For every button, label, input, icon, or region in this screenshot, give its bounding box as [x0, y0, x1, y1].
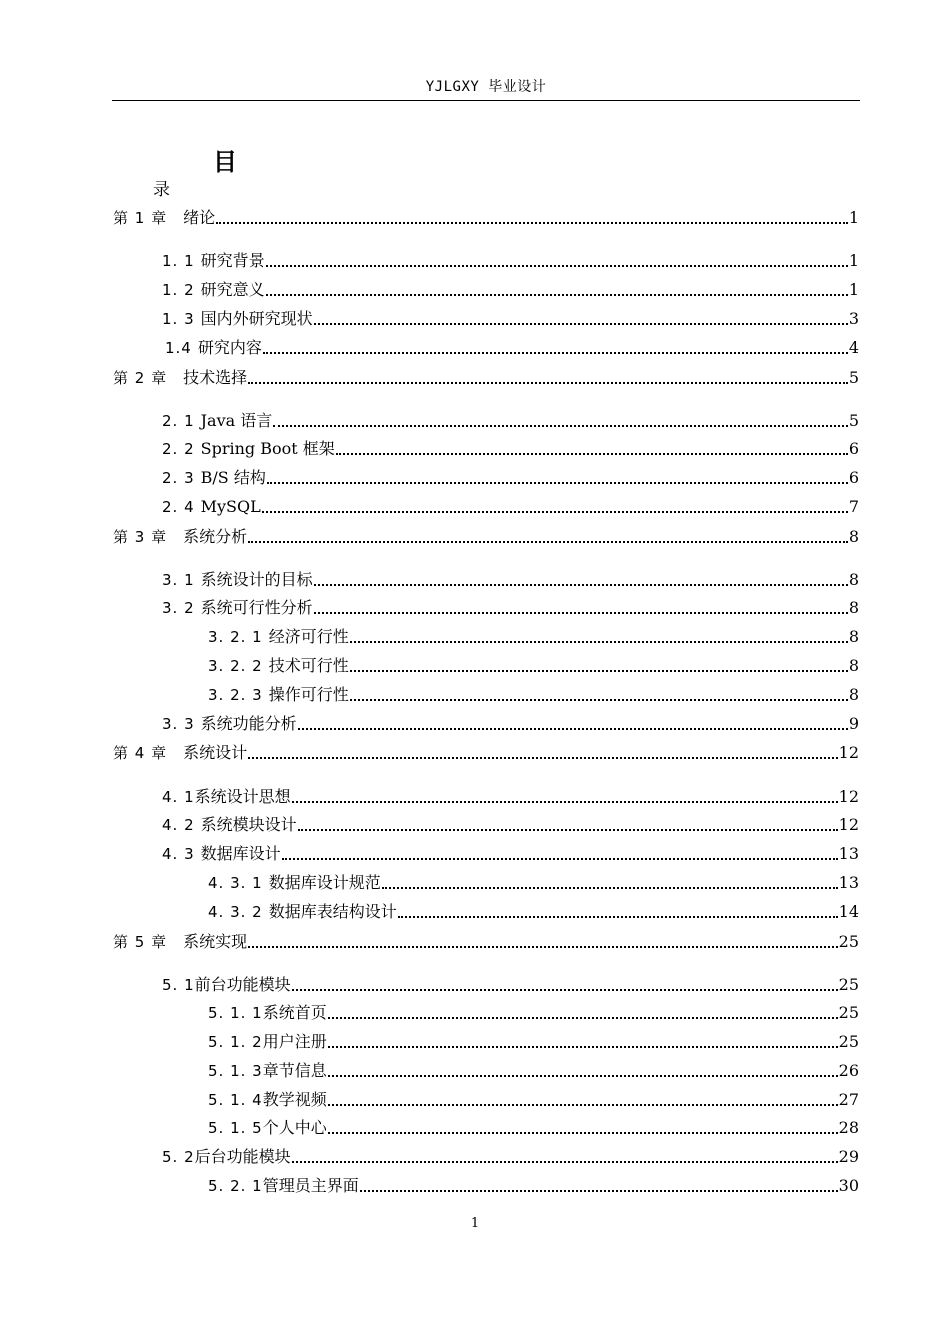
- toc-entry: [162, 971, 859, 995]
- toc-dot-leader: [273, 425, 848, 427]
- toc-entry-page: 8: [848, 570, 859, 589]
- toc-entry-number: 1. 3: [162, 310, 195, 328]
- toc-dot-leader: [350, 699, 848, 701]
- toc-title-char-1: 目: [213, 148, 237, 176]
- toc-entry-page: 25: [838, 1032, 859, 1051]
- toc-entry-number: 5. 1. 4: [208, 1091, 263, 1109]
- toc-entry: [162, 464, 859, 488]
- toc-entry-page: 25: [838, 1003, 859, 1022]
- toc-entry-label: 章节信息: [262, 1061, 327, 1080]
- toc-entry-label: Java 语言: [200, 411, 273, 430]
- toc-entry-number: 2. 1: [162, 412, 195, 430]
- toc-entry: [162, 710, 859, 734]
- toc-entry-page: 8: [848, 598, 859, 617]
- toc-entry-page: 6: [848, 439, 859, 458]
- toc-entry-label: Spring Boot 框架: [200, 439, 335, 458]
- toc-entry-label: B/S 结构: [200, 468, 266, 487]
- toc-dot-leader: [314, 323, 848, 325]
- toc-entry-label: 研究意义: [200, 280, 265, 299]
- toc-entry-page: 26: [838, 1061, 859, 1080]
- toc-entry: [162, 247, 859, 271]
- toc-entry-page: 14: [838, 902, 859, 921]
- toc-entry: [162, 493, 859, 517]
- toc-entry: [208, 681, 859, 705]
- toc-dot-leader: [248, 541, 848, 543]
- toc-entry-label: 教学视频: [262, 1090, 327, 1109]
- toc-entry-label: 研究内容: [197, 338, 262, 357]
- toc-entry-number: 4. 3. 1: [208, 874, 263, 892]
- toc-dot-leader: [328, 1046, 838, 1048]
- toc-dot-leader: [328, 1075, 838, 1077]
- toc-entry-label: 绪论: [183, 208, 216, 227]
- toc-entry-label: 国内外研究现状: [200, 309, 313, 328]
- toc-dot-leader: [248, 946, 838, 948]
- toc-entry-page: 1: [848, 280, 859, 299]
- toc-entry-number: 4. 3. 2: [208, 903, 263, 921]
- toc-entry-label: 技术可行性: [268, 656, 349, 675]
- toc-dot-leader: [266, 265, 848, 267]
- toc-entry: [165, 334, 859, 358]
- toc-entry-number: 5. 2. 1: [208, 1177, 263, 1195]
- toc-entry-number: 5. 1. 1: [208, 1004, 263, 1022]
- toc-entry: [162, 594, 859, 618]
- toc-entry: [162, 840, 859, 864]
- toc-entry-label: 数据库表结构设计: [268, 902, 397, 921]
- toc-entry-page: 12: [838, 815, 859, 834]
- toc-entry-page: 30: [838, 1176, 859, 1195]
- toc-entry-number: 1. 2: [162, 281, 195, 299]
- toc-entry-number: 5. 1. 2: [208, 1033, 263, 1051]
- toc-entry-number: 第 3 章: [113, 528, 168, 546]
- toc-entry-label: 经济可行性: [268, 627, 349, 646]
- page-header: YJLGXY 毕业设计: [425, 79, 547, 95]
- toc-entry-page: 25: [838, 932, 859, 951]
- toc-entry-number: 2. 4: [162, 498, 195, 516]
- toc-entry-label: 管理员主界面: [262, 1176, 359, 1195]
- toc-entry-number: 3. 2. 1: [208, 628, 263, 646]
- toc-entry-number: 3. 3: [162, 715, 195, 733]
- toc-entry-number: 1. 1: [162, 252, 195, 270]
- toc-entry: [162, 566, 859, 590]
- toc-dot-leader: [398, 916, 838, 918]
- toc-dot-leader: [262, 511, 848, 513]
- toc-entry: [208, 623, 859, 647]
- toc-entry-number: 2. 2: [162, 440, 195, 458]
- toc-dot-leader: [216, 222, 848, 224]
- toc-entry: [208, 869, 859, 893]
- toc-entry: [162, 1143, 859, 1167]
- toc-entry-label: 前台功能模块: [194, 975, 291, 994]
- toc-entry-page: 1: [848, 208, 859, 227]
- toc-entry-label: 用户注册: [262, 1032, 327, 1051]
- toc-dot-leader: [350, 641, 848, 643]
- page-number: 1: [470, 1216, 480, 1231]
- toc-entry: [113, 739, 859, 763]
- toc-dot-leader: [292, 801, 838, 803]
- toc-entry-label: 个人中心: [262, 1118, 327, 1137]
- toc-dot-leader: [248, 757, 838, 759]
- toc-entry: [208, 652, 859, 676]
- toc-entry-label: 系统实现: [183, 932, 248, 951]
- toc-entry-number: 3. 2: [162, 599, 195, 617]
- toc-entry-page: 27: [838, 1090, 859, 1109]
- toc-entry: [208, 1114, 859, 1138]
- toc-dot-leader: [266, 294, 848, 296]
- toc-entry-page: 29: [838, 1147, 859, 1166]
- toc-entry-label: 系统设计的目标: [200, 570, 313, 589]
- toc-entry-number: 第 1 章: [113, 209, 168, 227]
- toc-entry-label: 数据库设计: [200, 844, 281, 863]
- toc-entry-label: 操作可行性: [268, 685, 349, 704]
- toc-entry-number: 5. 2: [162, 1148, 195, 1166]
- toc-entry: [208, 1172, 859, 1196]
- toc-entry-page: 8: [848, 627, 859, 646]
- toc-entry-page: 8: [848, 527, 859, 546]
- toc-entry-label: 系统设计思想: [194, 787, 291, 806]
- toc-entry-page: 8: [848, 685, 859, 704]
- toc-entry: [208, 1086, 859, 1110]
- toc-dot-leader: [328, 1104, 838, 1106]
- toc-entry: [113, 204, 859, 228]
- toc-entry: [162, 811, 859, 835]
- toc-dot-leader: [292, 989, 838, 991]
- toc-entry-page: 7: [848, 497, 859, 516]
- toc-entry-label: 系统首页: [262, 1003, 327, 1022]
- toc-dot-leader: [248, 382, 848, 384]
- toc-entry-number: 4. 1: [162, 788, 195, 806]
- toc-entry: [208, 1057, 859, 1081]
- toc-entry-number: 3. 2. 2: [208, 657, 263, 675]
- toc-entry: [162, 435, 859, 459]
- toc-entry-number: 2. 3: [162, 469, 195, 487]
- toc-entry-page: 25: [838, 975, 859, 994]
- toc-entry-label: 系统模块设计: [200, 815, 297, 834]
- toc-entry-page: 12: [838, 787, 859, 806]
- toc-entry-page: 4: [848, 338, 859, 357]
- toc-entry-number: 5. 1. 5: [208, 1119, 263, 1137]
- toc-entry-page: 1: [848, 251, 859, 270]
- toc-entry-label: 系统分析: [183, 527, 248, 546]
- toc-entry-label: 系统可行性分析: [200, 598, 313, 617]
- toc-dot-leader: [267, 482, 848, 484]
- toc-entry-number: 3. 2. 3: [208, 686, 263, 704]
- toc-entry-number: 4. 2: [162, 816, 195, 834]
- toc-entry-page: 28: [838, 1118, 859, 1137]
- toc-entry-page: 9: [848, 714, 859, 733]
- toc-entry-number: 5. 1. 3: [208, 1062, 263, 1080]
- toc-entry: [208, 999, 859, 1023]
- toc-dot-leader: [298, 829, 838, 831]
- toc-dot-leader: [314, 584, 848, 586]
- toc-entry-number: 1.4: [165, 339, 192, 357]
- toc-entry: [162, 407, 859, 431]
- toc-dot-leader: [314, 612, 848, 614]
- toc-entry-page: 5: [848, 368, 859, 387]
- toc-entry-page: 3: [848, 309, 859, 328]
- toc-entry-page: 6: [848, 468, 859, 487]
- toc-entry: [208, 1028, 859, 1052]
- toc-entry: [162, 276, 859, 300]
- toc-dot-leader: [360, 1190, 838, 1192]
- toc-entry: [113, 364, 859, 388]
- toc-entry-number: 第 5 章: [113, 933, 168, 951]
- toc-entry-number: 第 2 章: [113, 369, 168, 387]
- toc-entry: [113, 523, 859, 547]
- toc-entry-page: 13: [838, 873, 859, 892]
- toc-entry-page: 13: [838, 844, 859, 863]
- toc-entry: [208, 898, 859, 922]
- toc-entry-label: 技术选择: [183, 368, 248, 387]
- toc-entry-page: 12: [838, 743, 859, 762]
- toc-dot-leader: [382, 887, 838, 889]
- toc-title-char-2: 录: [153, 180, 170, 200]
- toc-entry-label: 数据库设计规范: [268, 873, 381, 892]
- toc-entry-page: 8: [848, 656, 859, 675]
- toc-entry-label: 研究背景: [200, 251, 265, 270]
- toc-entry-number: 4. 3: [162, 845, 195, 863]
- toc-dot-leader: [328, 1132, 838, 1134]
- toc-entry-number: 5. 1: [162, 976, 195, 994]
- toc-entry: [162, 305, 859, 329]
- toc-dot-leader: [292, 1161, 838, 1163]
- toc-entry-number: 3. 1: [162, 571, 195, 589]
- toc-dot-leader: [263, 352, 848, 354]
- toc-entry-page: 5: [848, 411, 859, 430]
- toc-dot-leader: [336, 453, 848, 455]
- toc-entry: [162, 783, 859, 807]
- toc-entry-label: 后台功能模块: [194, 1147, 291, 1166]
- toc-entry-number: 第 4 章: [113, 744, 168, 762]
- toc-dot-leader: [350, 670, 848, 672]
- toc-dot-leader: [298, 728, 848, 730]
- toc-entry: [113, 928, 859, 952]
- toc-entry-label: 系统功能分析: [200, 714, 297, 733]
- toc-dot-leader: [328, 1017, 838, 1019]
- toc-entry-label: MySQL: [200, 497, 261, 516]
- toc-entry-label: 系统设计: [183, 743, 248, 762]
- toc-dot-leader: [282, 858, 838, 860]
